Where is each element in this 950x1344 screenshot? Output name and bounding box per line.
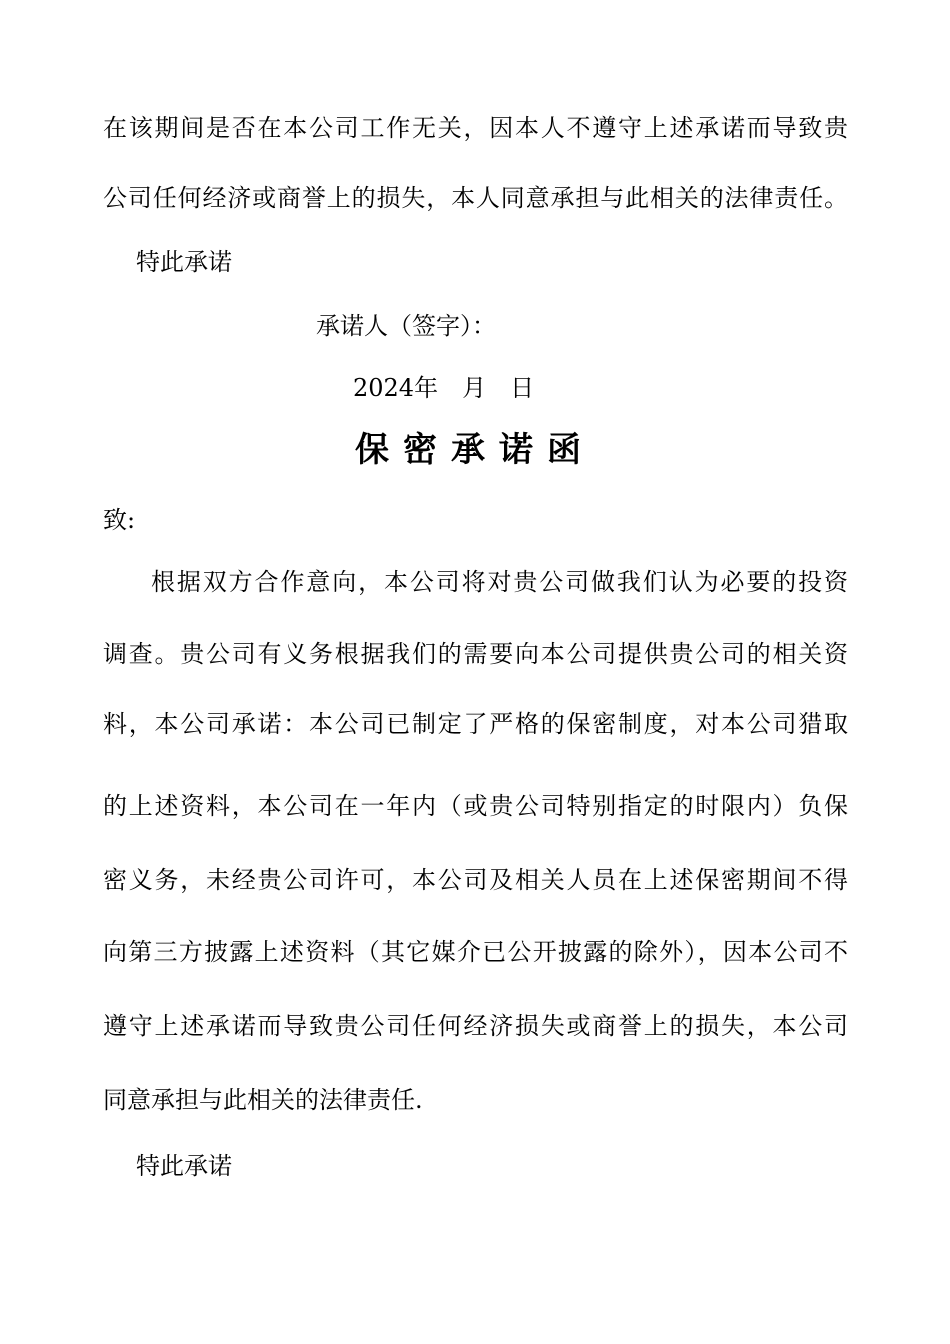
body-line: 同意承担与此相关的法律责任. [103,1086,423,1114]
closing-text: 特此承诺 [136,248,232,276]
body-line: 料，本公司承诺：本公司已制定了严格的保密制度，对本公司猎取 [103,710,848,738]
letter-title: 保密承诺函 [355,430,595,470]
body-line: 密义务，未经贵公司许可，本公司及相关人员在上述保密期间不得 [103,866,848,894]
body-line: 根据双方合作意向，本公司将对贵公司做我们认为必要的投资 [151,568,848,596]
salutation: 致: [103,506,136,534]
body-line: 遵守上述承诺而导致贵公司任何经济损失或商誉上的损失，本公司 [103,1012,848,1040]
closing-text: 特此承诺 [136,1152,232,1180]
paragraph-line: 在该期间是否在本公司工作无关，因本人不遵守上述承诺而导致贵 [103,114,848,142]
paragraph-line: 公司任何经济或商誉上的损失，本人同意承担与此相关的法律责任。 [103,184,848,212]
body-line: 的上述资料，本公司在一年内（或贵公司特别指定的时限内）负保 [103,792,848,820]
signature-label: 承诺人（签字）： [316,312,496,340]
body-line: 向第三方披露上述资料（其它媒介已公开披露的除外），因本公司不 [103,938,848,966]
date-line: 2024年 月 日 [353,374,535,402]
body-line: 调查。贵公司有义务根据我们的需要向本公司提供贵公司的相关资 [103,640,848,668]
